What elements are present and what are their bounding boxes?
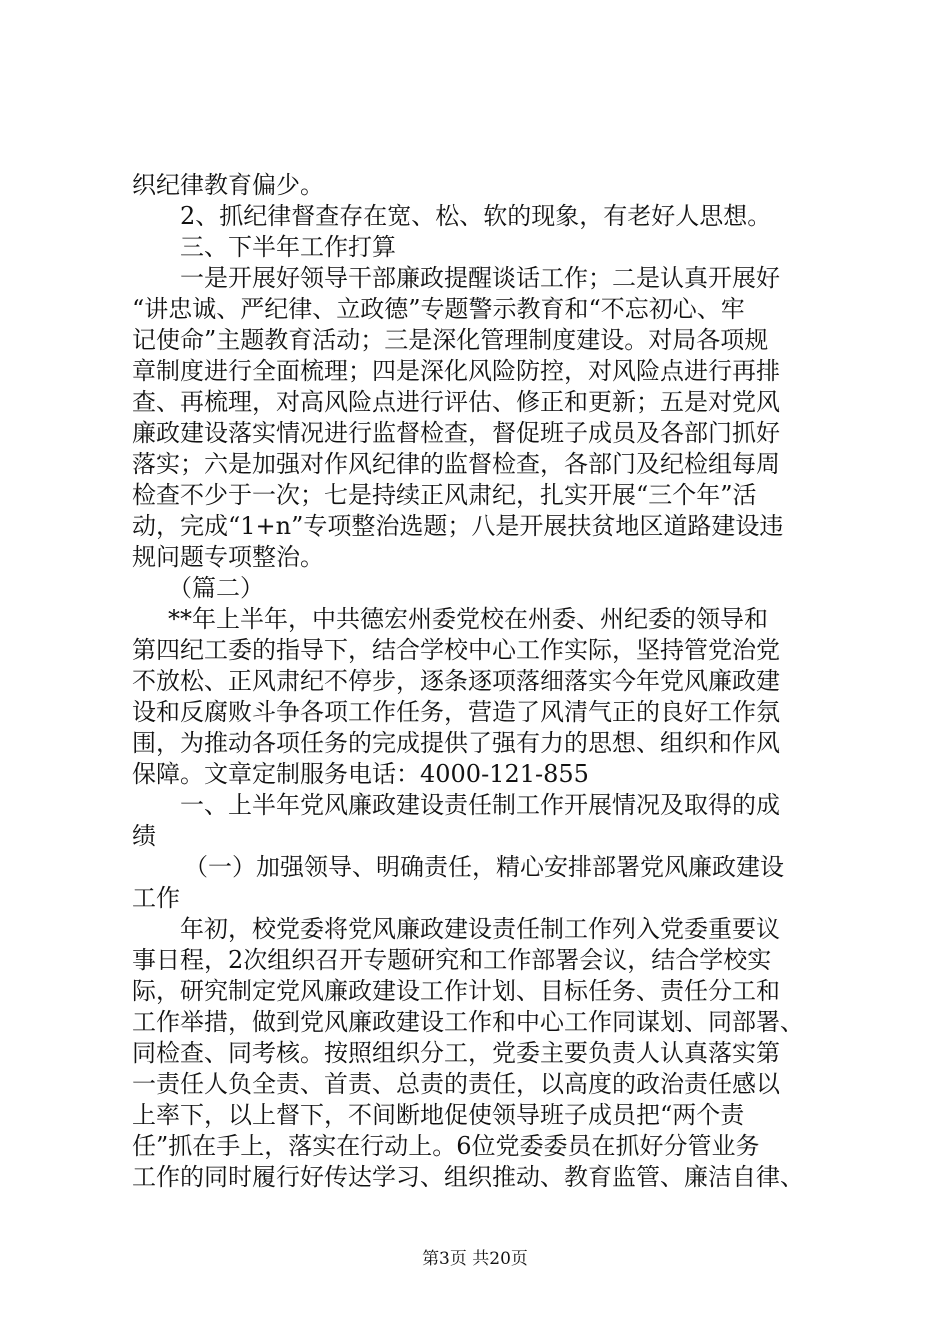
- text-line: 任”抓在手上，落实在行动上。6位党委委员在抓好分管业务: [132, 1132, 760, 1160]
- text-line: 落实；六是加强对作风纪律的监督检查，各部门及纪检组每周: [132, 450, 780, 478]
- text-line: 工作: [132, 884, 180, 912]
- document-body: [132, 170, 832, 1193]
- text-line: 围，为推动各项任务的完成提供了强有力的思想、组织和作风: [132, 729, 780, 757]
- section-heading: （篇二）: [168, 574, 264, 602]
- text-line: 设和反腐败斗争各项工作任务，营造了风清气正的良好工作氛: [132, 698, 780, 726]
- page-indicator: 第3页 共20页: [422, 1249, 528, 1269]
- text-line: 工作的同时履行好传达学习、组织推动、教育监管、廉洁自律、: [132, 1163, 804, 1191]
- text-line: 不放松、正风肃纪不停步，逐条逐项落细落实今年党风廉政建: [132, 667, 780, 695]
- text-line: 保障。文章定制服务电话：4000-121-855: [132, 760, 589, 788]
- text-line: 工作举措，做到党风廉政建设工作和中心工作同谋划、同部署、: [132, 1008, 804, 1036]
- text-line: 年初，校党委将党风廉政建设责任制工作列入党委重要议: [180, 915, 780, 943]
- text-line: 同检查、同考核。按照组织分工，党委主要负责人认真落实第: [132, 1039, 780, 1067]
- text-line: 一责任人负全责、首责、总责的责任，以高度的政治责任感以: [132, 1070, 780, 1098]
- text-line: 织纪律教育偏少。: [132, 171, 324, 199]
- text-line: 际，研究制定党风廉政建设工作计划、目标任务、责任分工和: [132, 977, 780, 1005]
- text-line: “讲忠诚、严纪律、立政德”专题警示教育和“不忘初心、牢: [132, 295, 745, 323]
- text-line: 规问题专项整治。: [132, 543, 324, 571]
- text-line: 廉政建设落实情况进行监督检查，督促班子成员及各部门抓好: [132, 419, 780, 447]
- section-heading: 一、上半年党风廉政建设责任制工作开展情况及取得的成: [180, 791, 780, 819]
- text-line: 章制度进行全面梳理；四是深化风险防控，对风险点进行再排: [132, 357, 780, 385]
- text-line: 动，完成“1+n”专项整治选题；八是开展扶贫地区道路建设违: [132, 512, 784, 540]
- subsection-heading: （一）加强领导、明确责任，精心安排部署党风廉政建设: [184, 853, 784, 881]
- text-line: 2、抓纪律督查存在宽、松、软的现象，有老好人思想。: [180, 202, 772, 230]
- text-line: 绩: [132, 822, 156, 850]
- text-line: 记使命”主题教育活动；三是深化管理制度建设。对局各项规: [132, 326, 769, 354]
- text-line: **年上半年，中共德宏州委党校在州委、州纪委的领导和: [168, 605, 768, 633]
- text-line: 查、再梳理，对高风险点进行评估、修正和更新；五是对党风: [132, 388, 780, 416]
- section-heading: 三、下半年工作打算: [180, 233, 396, 261]
- text-line: 一是开展好领导干部廉政提醒谈话工作；二是认真开展好: [180, 264, 780, 292]
- text-line: 第四纪工委的指导下，结合学校中心工作实际，坚持管党治党: [132, 636, 780, 664]
- text-line: 检查不少于一次；七是持续正风肃纪，扎实开展“三个年”活: [132, 481, 757, 509]
- text-line: 事日程，2次组织召开专题研究和工作部署会议，结合学校实: [132, 946, 772, 974]
- text-line: 上率下，以上督下，不间断地促使领导班子成员把“两个责: [132, 1101, 745, 1129]
- page-footer: [0, 1244, 950, 1269]
